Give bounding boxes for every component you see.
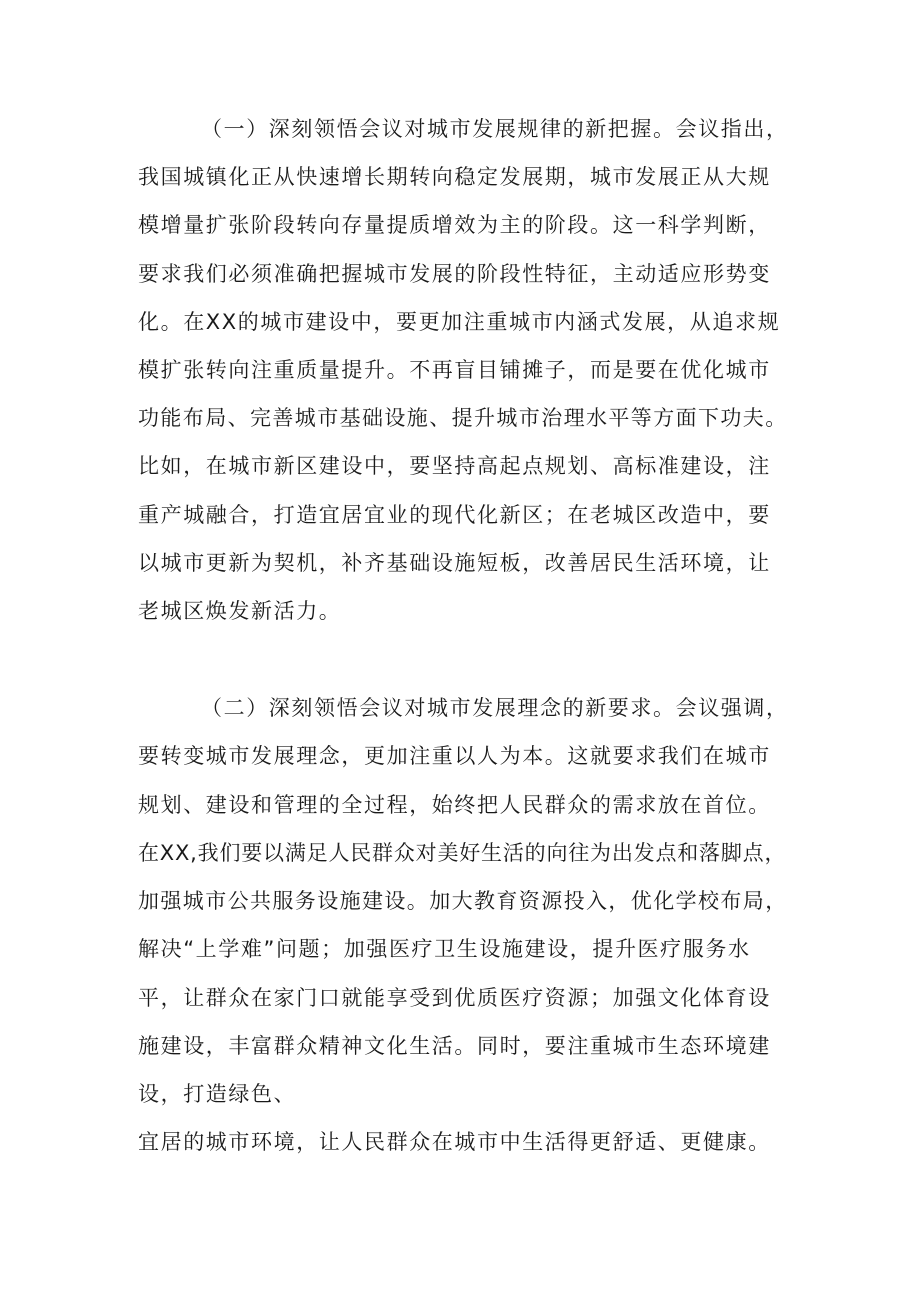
paragraph-line: 重产城融合，打造宜居宜业的现代化新区；在老城区改造中，要 (138, 503, 771, 527)
paragraph-line: 解决“上学难”问题；加强医疗卫生设施建设，提升医疗服务水 (138, 937, 751, 961)
paragraph-line: 模扩张转向注重质量提升。不再盲目铺摊子，而是要在优化城市 (138, 358, 771, 382)
paragraph-line: 规划、建设和管理的全过程，始终把人民群众的需求放在首位。 (138, 793, 771, 817)
paragraph-line: 模增量扩张阶段转向存量提质增效为主的阶段。这一科学判断， (138, 213, 771, 237)
paragraph-line: 施建设，丰富群众精神文化生活。同时，要注重城市生态环境建 (138, 1034, 771, 1058)
paragraph-line: （二）深刻领悟会议对城市发展理念的新要求。会议强调， (201, 696, 789, 720)
paragraph-line: 加强城市公共服务设施建设。加大教育资源投入，优化学校布局， (138, 889, 788, 913)
paragraph-line: 宜居的城市环境，让人民群众在城市中生活得更舒适、更健康。 (138, 1130, 771, 1154)
paragraph-line: 功能布局、完善城市基础设施、提升城市治理水平等方面下功夫。 (138, 406, 788, 430)
paragraph-line: （一）深刻领悟会议对城市发展规律的新把握。会议指出， (201, 117, 789, 141)
paragraph-line: 老城区焕发新活力。 (138, 599, 342, 623)
paragraph-line: 我国城镇化正从快速增长期转向稳定发展期，城市发展正从大规 (138, 165, 771, 189)
paragraph-line: 在XX,我们要以满足人民群众对美好生活的向往为出发点和落脚点， (138, 841, 787, 865)
paragraph-line: 设，打造绿色、 (138, 1082, 297, 1106)
paragraph-line: 化。在XX的城市建设中，要更加注重城市内涵式发展，从追求规 (138, 310, 781, 334)
paragraph-line: 要转变城市发展理念，更加注重以人为本。这就要求我们在城市 (138, 744, 771, 768)
paragraph-line: 以城市更新为契机，补齐基础设施短板，改善居民生活环境，让 (138, 551, 771, 575)
paragraph-line: 要求我们必须准确把握城市发展的阶段性特征，主动适应形势变 (138, 262, 771, 286)
paragraph-line: 比如，在城市新区建设中，要坚持高起点规划、高标准建设，注 (138, 454, 771, 478)
paragraph-line: 平，让群众在家门口就能享受到优质医疗资源；加强文化体育设 (138, 986, 771, 1010)
